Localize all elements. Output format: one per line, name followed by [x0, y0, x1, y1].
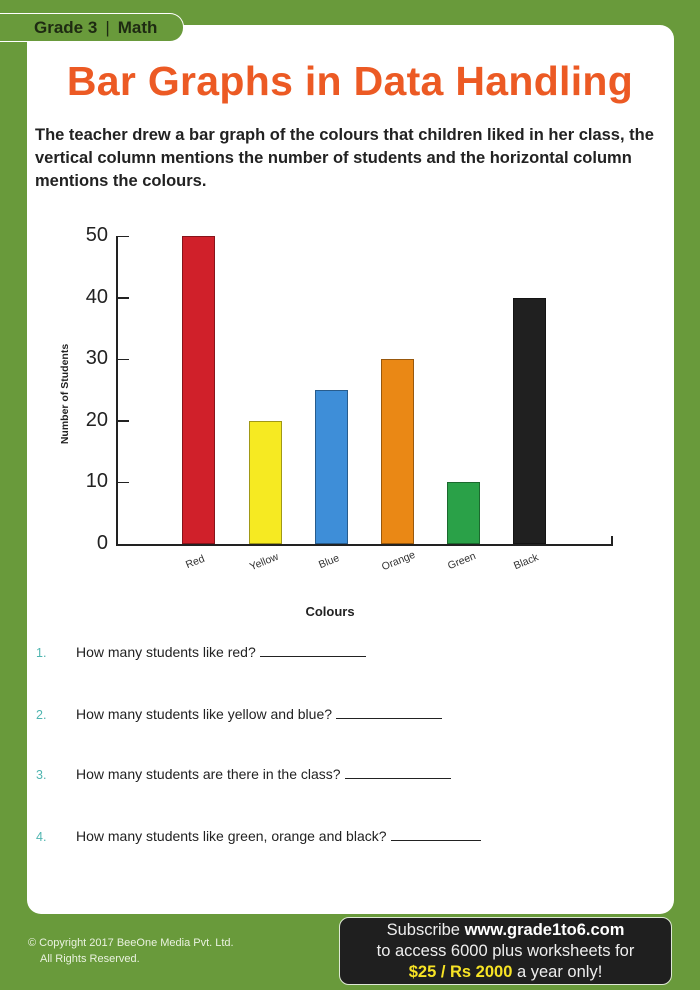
question-item — [36, 644, 366, 660]
question-item — [36, 766, 451, 782]
x-tick-label: Orange — [380, 548, 417, 573]
question-number: 4. — [36, 830, 47, 844]
answer-blank[interactable] — [260, 644, 366, 657]
question-text: How many students like green, orange and black? — [76, 828, 387, 844]
subscribe-url[interactable]: www.grade1to6.com — [464, 921, 625, 939]
y-tick-label: 10 — [85, 470, 108, 493]
subscribe-banner[interactable] — [339, 917, 672, 985]
answer-blank[interactable] — [345, 766, 451, 779]
subscribe-price: $25 / Rs 2000 — [408, 963, 513, 981]
x-tick-label: Yellow — [248, 550, 281, 573]
question-text: How many students are there in the class? — [76, 766, 341, 782]
subject-label: Math — [117, 17, 158, 37]
bar-orange — [381, 359, 414, 544]
copyright-line-2: All Rights Reserved. — [40, 953, 140, 965]
y-tick — [117, 482, 129, 484]
y-tick-label: 40 — [85, 285, 108, 308]
subscribe-line-2: to access 6000 plus worksheets for — [376, 942, 635, 960]
x-tick-label: Black — [512, 551, 541, 573]
y-tick — [117, 544, 129, 546]
bar-blue — [315, 390, 348, 544]
question-number: 2. — [36, 708, 47, 722]
bar-green — [447, 482, 480, 544]
page-title: Bar Graphs in Data Handling — [66, 58, 634, 104]
bar-red — [182, 236, 215, 544]
x-axis — [116, 544, 613, 546]
x-tick-label: Red — [184, 552, 207, 571]
question-number: 1. — [36, 646, 47, 660]
y-tick-label: 0 — [96, 532, 108, 554]
x-tick-label: Green — [446, 550, 478, 573]
copyright-line-1: © Copyright 2017 BeeOne Media Pvt. Ltd. — [28, 937, 234, 949]
bar-yellow — [249, 421, 282, 544]
y-tick — [117, 359, 129, 361]
x-axis-end-tick — [611, 536, 613, 545]
subscribe-word: Subscribe — [386, 921, 460, 939]
y-tick — [117, 236, 129, 238]
question-number: 3. — [36, 768, 47, 782]
y-tick — [117, 297, 129, 299]
question-item — [36, 828, 481, 844]
y-tick-label: 30 — [85, 347, 108, 370]
grade-label: Grade 3 — [34, 17, 98, 37]
answer-blank[interactable] — [391, 828, 481, 841]
grade-subject-tab — [0, 13, 184, 42]
question-text: How many students like yellow and blue? — [76, 706, 333, 722]
subscribe-line-3: a year only! — [516, 963, 603, 981]
x-tick-label: Blue — [317, 552, 341, 572]
separator: | — [105, 17, 110, 37]
y-tick — [117, 420, 129, 422]
y-tick-label: 20 — [85, 408, 108, 431]
y-axis — [116, 236, 118, 545]
intro-text: The teacher drew a bar graph of the colours that children liked in her class, the vertical column mentions the number of students and the horizontal column mentions the colours. — [35, 126, 654, 190]
bar-black — [513, 298, 546, 544]
question-item — [36, 706, 442, 722]
y-tick-label: 50 — [85, 224, 108, 246]
x-axis-title: Colours — [305, 604, 355, 619]
y-axis-title: Number of Students — [59, 343, 71, 445]
copyright — [28, 935, 234, 967]
question-text: How many students like red? — [76, 644, 256, 660]
answer-blank[interactable] — [336, 706, 442, 719]
